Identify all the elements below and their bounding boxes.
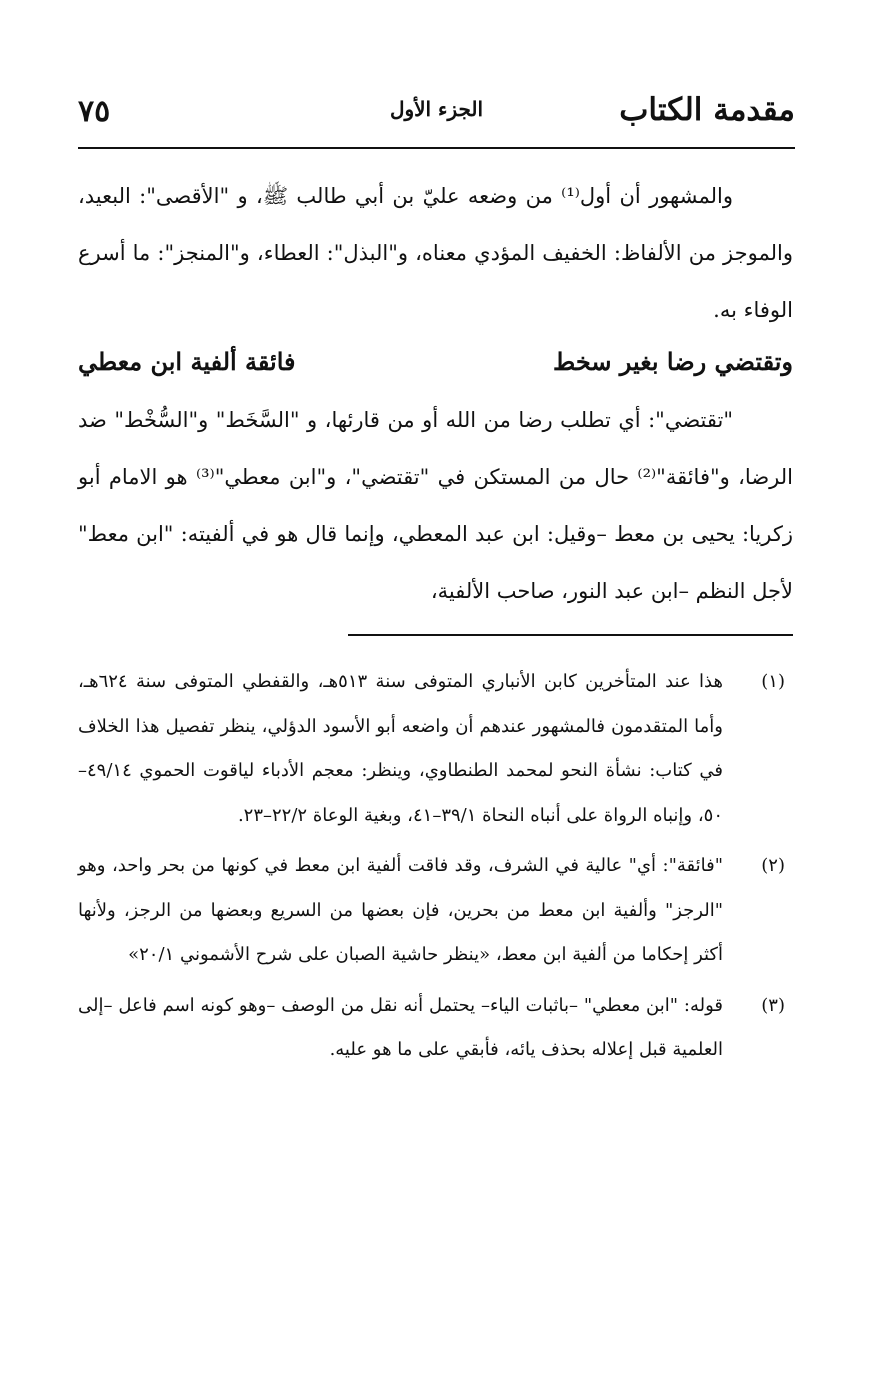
running-header bbox=[78, 90, 795, 140]
page-number: ٧٥ bbox=[78, 94, 111, 129]
verse-first-hemistich: وتقتضي رضا بغير سخط bbox=[553, 347, 793, 376]
footnote-text: "فائقة": أي" عالية في الشرف، وقد فاقت ألفية ابن معط في كونها من بحر واحد، وهو "الرجز" وألفية ابن معط من بحرين، فإن بعضها من السريع وبعضها من الرجز، ولأنها أكثر إحكاما من ألفية ابن معط، «ينظر حاشية الصبان على شرح الأشموني ٢٠/١» bbox=[78, 855, 723, 965]
footnote-separator bbox=[348, 634, 793, 636]
volume-label: الجزء الأول bbox=[389, 97, 484, 121]
footnote-3 bbox=[78, 984, 793, 1073]
main-text-block-1 bbox=[78, 168, 793, 339]
paragraph-2: "تقتضي": أي تطلب رضا من الله أو من قارئها، و "السَّخَط" و"السُّخْط" ضد الرضا، و"فائقة"⁽²⁾ حال من المستكن في "تقتضي"، و"ابن معطي"⁽³⁾ هو الامام أبو زكريا: يحيى بن معط –وقيل: ابن عبد المعطي، وإنما قال هو في ألفيته: "ابن معط" لأجل النظم –ابن عبد النور، صاحب الألفية، bbox=[78, 408, 793, 603]
footnote-number: (٣) bbox=[761, 994, 785, 1016]
section-title: مقدمة الكتاب bbox=[619, 92, 795, 128]
footnote-1 bbox=[78, 660, 793, 838]
verse-second-hemistich: فائقة ألفية ابن معطي bbox=[78, 347, 296, 376]
footnote-number: (١) bbox=[761, 671, 785, 692]
footnotes bbox=[78, 660, 793, 1079]
main-text-block-2 bbox=[78, 392, 793, 620]
footnote-number: (٢) bbox=[761, 855, 785, 876]
paragraph-1: والمشهور أن أول⁽¹⁾ من وضعه عليّ بن أبي طالب ﷺ، و "الأقصى": البعيد، والموجز من الألفاظ: الخفيف المؤدي معناه، و"البذل": العطاء، و"المنجز": ما أسرع الوفاء به. bbox=[78, 184, 793, 322]
header-rule bbox=[78, 147, 795, 149]
footnote-text: هذا عند المتأخرين كابن الأنباري المتوفى سنة ٥١٣هـ، والقفطي المتوفى سنة ٦٢٤هـ، وأما المتقدمون فالمشهور عندهم أن واضعه أبو الأسود الدؤلي، ينظر تفصيل هذا الخلاف في كتاب: نشأة النحو لمحمد الطنطاوي، وينظر: معجم الأدباء لياقوت الحموي ٤٩/١٤–٥٠، وإنباه الرواة على أنباه النحاة ٣٩/١–٤١، وبغية الوعاة ٢٢/٢–٢٣. bbox=[78, 671, 723, 826]
footnote-text: قوله: "ابن معطي" –باثبات الياء– يحتمل أنه نقل من الوصف –وهو كونه اسم فاعل –إلى العلمية قبل إعلاله بحذف يائه، فأبقي على ما هو عليه. bbox=[78, 994, 723, 1060]
footnote-2 bbox=[78, 844, 793, 978]
poem-verse bbox=[78, 336, 793, 388]
